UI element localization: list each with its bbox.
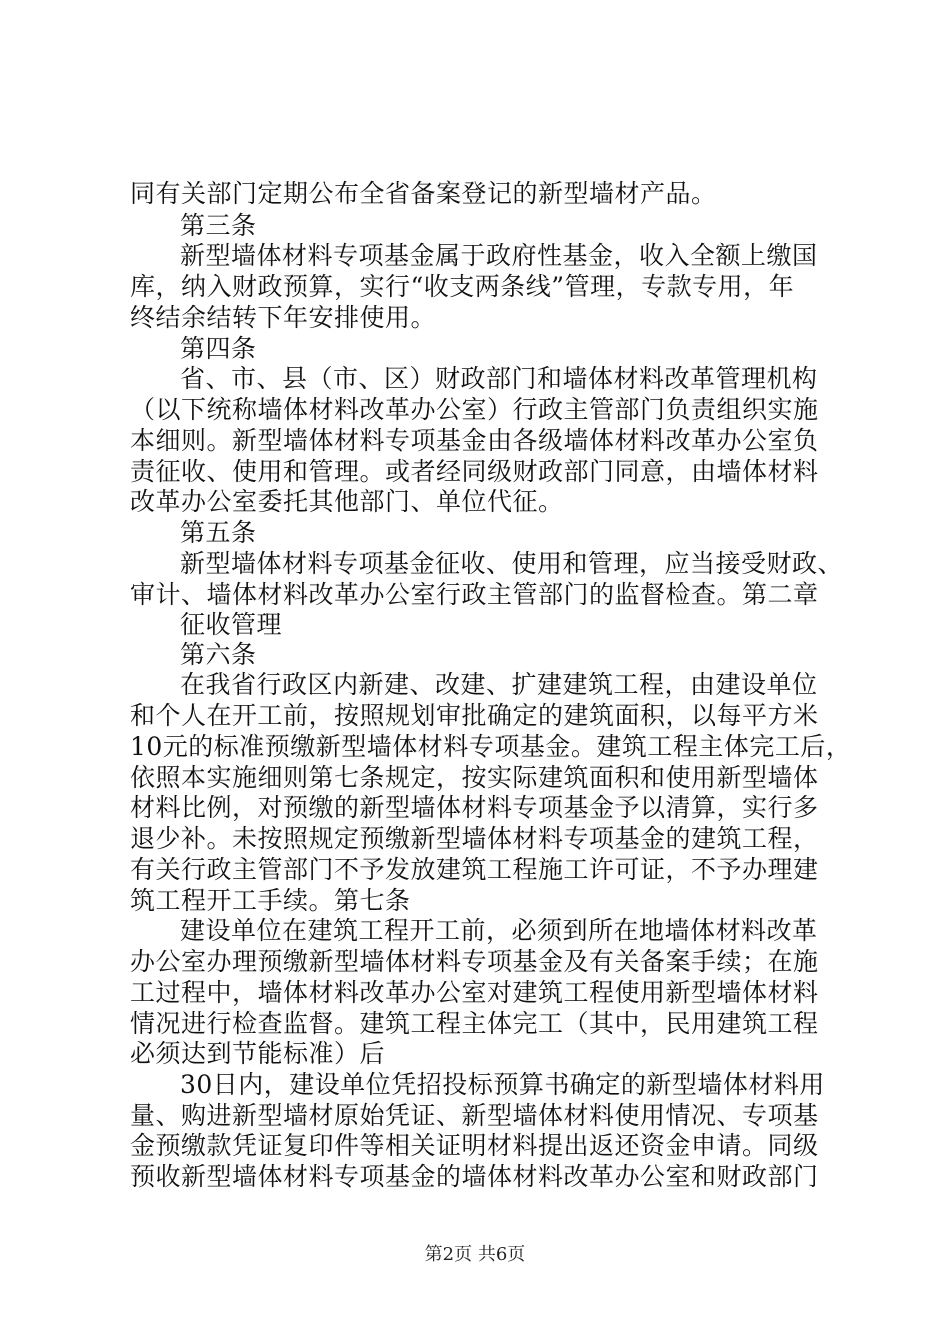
chapter-heading: 征收管理: [180, 610, 283, 639]
text-line-5: 终结余结转下年安排使用。: [130, 303, 437, 332]
page-footer: 第2页 共6页: [424, 1244, 526, 1265]
article-heading-6: 第六条: [180, 640, 257, 669]
text-line-10: 责征收、使用和管理。或者经同级财政部门同意，由墙体材料: [130, 457, 819, 486]
text-line-20: 依照本实施细则第七条规定，按实际建筑面积和使用新型墙体: [130, 763, 819, 792]
text-line-25: 建设单位在建筑工程开工前，必须到所在地墙体材料改革: [180, 916, 818, 945]
text-line-27: 工过程中，墙体材料改革办公室对建筑工程使用新型墙体材料: [130, 978, 819, 1007]
text-line-7: 省、市、县（市、区）财政部门和墙体材料改革管理机构: [180, 364, 818, 393]
article-heading-4: 第四条: [180, 334, 257, 363]
text-line-18: 和个人在开工前，按照规划审批确定的建筑面积，以每平方米: [130, 701, 819, 730]
text-line-33: 预收新型墙体材料专项基金的墙体材料改革办公室和财政部门: [130, 1162, 819, 1191]
text-line-9: 本细则。新型墙体材料专项基金由各级墙体材料改革办公室负: [130, 426, 819, 455]
text-line-17: 在我省行政区内新建、改建、扩建建筑工程，由建设单位: [180, 670, 818, 699]
text-line-26: 办公室办理预缴新型墙体材料专项基金及有关备案手续；在施: [130, 947, 819, 976]
text-line-24: 筑工程开工手续。第七条: [130, 886, 411, 915]
text-line-19: 10元的标准预缴新型墙体材料专项基金。建筑工程主体完工后，: [130, 732, 852, 761]
article-heading-5: 第五条: [180, 518, 257, 547]
text-line-29: 必须达到节能标准）后: [130, 1039, 386, 1068]
text-line-3: 新型墙体材料专项基金属于政府性基金，收入全额上缴国: [180, 241, 818, 270]
text-line-14: 审计、墙体材料改革办公室行政主管部门的监督检查。第二章: [130, 580, 819, 609]
text-line-23: 有关行政主管部门不予发放建筑工程施工许可证，不予办理建: [130, 855, 819, 884]
text-line-8: （以下统称墙体材料改革办公室）行政主管部门负责组织实施: [130, 395, 819, 424]
text-line-22: 退少补。未按照规定预缴新型墙体材料专项基金的建筑工程，: [130, 824, 819, 853]
text-line-1: 同有关部门定期公布全省备案登记的新型墙材产品。: [130, 179, 717, 208]
text-line-13: 新型墙体材料专项基金征收、使用和管理，应当接受财政、: [180, 549, 844, 578]
text-line-21: 材料比例，对预缴的新型墙体材料专项基金予以清算，实行多: [130, 793, 819, 822]
text-line-30: 30日内，建设单位凭招投标预算书确定的新型墙体材料用: [180, 1070, 825, 1099]
text-line-4: 库，纳入财政预算，实行“收支两条线”管理，专款专用，年: [130, 272, 795, 301]
text-line-32: 金预缴款凭证复印件等相关证明材料提出返还资金申请。同级: [130, 1131, 819, 1160]
text-line-28: 情况进行检查监督。建筑工程主体完工（其中，民用建筑工程: [130, 1009, 819, 1038]
text-line-31: 量、购进新型墙材原始凭证、新型墙体材料使用情况、专项基: [130, 1101, 819, 1130]
text-line-11: 改革办公室委托其他部门、单位代征。: [130, 487, 564, 516]
article-heading-3: 第三条: [180, 211, 257, 240]
